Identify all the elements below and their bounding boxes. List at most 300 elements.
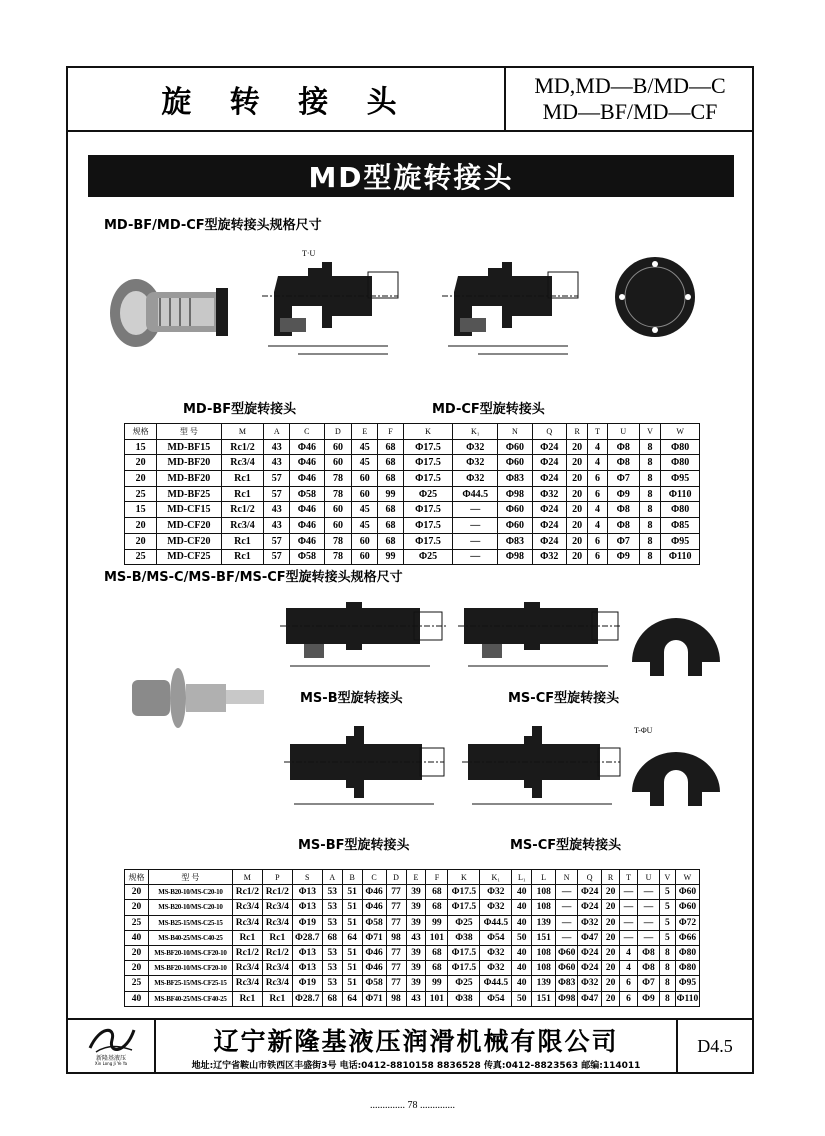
table-cell: 20 bbox=[566, 455, 587, 471]
company-logo bbox=[68, 1020, 156, 1072]
table-cell: 43 bbox=[406, 930, 426, 945]
table-row bbox=[125, 439, 700, 455]
table-row bbox=[125, 486, 700, 502]
table-cell: 8 bbox=[639, 502, 660, 518]
table-cell: 68 bbox=[426, 885, 448, 900]
table-header-cell: U bbox=[637, 870, 659, 885]
table-cell: Rc1 bbox=[262, 991, 292, 1006]
table-cell: Φ9 bbox=[607, 486, 639, 502]
table-cell: 4 bbox=[588, 455, 607, 471]
table-header-cell: 规格 bbox=[125, 424, 157, 440]
table-cell: 53 bbox=[322, 976, 342, 991]
table-cell: 8 bbox=[659, 991, 675, 1006]
table-cell: Φ9 bbox=[607, 549, 639, 565]
table-row bbox=[125, 900, 700, 915]
table-cell: — bbox=[620, 915, 638, 930]
table-cell: 51 bbox=[342, 961, 362, 976]
md-spec-table bbox=[124, 423, 700, 565]
table-cell: 6 bbox=[588, 549, 607, 565]
ms-photo-illustration bbox=[128, 662, 268, 728]
table-cell: MS-B20-10/MS-C20-10 bbox=[148, 885, 232, 900]
table-cell: — bbox=[637, 900, 659, 915]
catalog-code: D4.5 bbox=[697, 1035, 733, 1056]
table-header-cell: P bbox=[262, 870, 292, 885]
table-cell: 68 bbox=[378, 439, 404, 455]
table-cell: 68 bbox=[426, 961, 448, 976]
table-cell: 5 bbox=[659, 885, 675, 900]
table-cell: 99 bbox=[426, 915, 448, 930]
table-cell: 20 bbox=[566, 471, 587, 487]
table-cell: Φ32 bbox=[453, 455, 498, 471]
table-cell: Φ71 bbox=[362, 930, 386, 945]
table-cell: 20 bbox=[125, 471, 157, 487]
table-cell: Φ47 bbox=[578, 991, 602, 1006]
ms-b-drawing bbox=[280, 594, 448, 676]
table-header-cell: L₁ bbox=[512, 870, 532, 885]
table-header-cell: Q bbox=[532, 424, 566, 440]
table-cell: Rc3/4 bbox=[232, 961, 262, 976]
table-cell: Φ60 bbox=[556, 945, 578, 960]
table-cell: Φ8 bbox=[607, 502, 639, 518]
table-cell: Φ13 bbox=[292, 945, 322, 960]
table-cell: Φ8 bbox=[637, 945, 659, 960]
table-cell: Φ38 bbox=[448, 991, 480, 1006]
table-cell: 8 bbox=[639, 486, 660, 502]
section1-title: MD-BF/MD-CF型旋转接头规格尺寸 bbox=[104, 218, 322, 233]
caption-ms-b: MS-B型旋转接头 bbox=[300, 691, 403, 706]
table-cell: Φ17.5 bbox=[403, 502, 452, 518]
table-cell: 39 bbox=[406, 900, 426, 915]
table-cell: 40 bbox=[512, 915, 532, 930]
table-row bbox=[125, 945, 700, 960]
table-cell: Φ46 bbox=[290, 502, 324, 518]
md-bf-drawing bbox=[258, 246, 404, 362]
logo-swirl-icon bbox=[86, 1024, 138, 1054]
table-cell: Φ47 bbox=[578, 930, 602, 945]
table-cell: Φ38 bbox=[448, 930, 480, 945]
table-header-cell: F bbox=[426, 870, 448, 885]
table-cell: 53 bbox=[322, 900, 342, 915]
table-cell: 68 bbox=[378, 533, 404, 549]
table-cell: Φ25 bbox=[403, 549, 452, 565]
table-cell: 99 bbox=[378, 486, 404, 502]
table-cell: 39 bbox=[406, 945, 426, 960]
table-header-cell: E bbox=[406, 870, 426, 885]
table-header-cell: W bbox=[675, 870, 699, 885]
table-cell: 78 bbox=[324, 471, 352, 487]
table-cell: Φ13 bbox=[292, 961, 322, 976]
table-cell: Rc1/2 bbox=[262, 885, 292, 900]
table-cell: 99 bbox=[378, 549, 404, 565]
table-cell: 53 bbox=[322, 915, 342, 930]
table-cell: Φ32 bbox=[480, 945, 512, 960]
table-cell: 39 bbox=[406, 915, 426, 930]
table-cell: 51 bbox=[342, 945, 362, 960]
table-cell: 78 bbox=[324, 533, 352, 549]
table-cell: Φ58 bbox=[362, 915, 386, 930]
table-header-cell: T bbox=[588, 424, 607, 440]
table-cell: 20 bbox=[566, 486, 587, 502]
table-cell: 78 bbox=[324, 549, 352, 565]
table-cell: MD-BF25 bbox=[157, 486, 221, 502]
ms-cf-top-drawing bbox=[458, 594, 622, 676]
table-cell: 25 bbox=[125, 549, 157, 565]
table-header-cell: M bbox=[232, 870, 262, 885]
table-cell: 20 bbox=[602, 885, 620, 900]
table-cell: Rc3/4 bbox=[262, 900, 292, 915]
table-cell: Φ98 bbox=[498, 549, 532, 565]
table-cell: Φ8 bbox=[607, 455, 639, 471]
table-cell: Rc1 bbox=[232, 930, 262, 945]
table-cell: Φ17.5 bbox=[403, 455, 452, 471]
table-row bbox=[125, 976, 700, 991]
table-cell: 15 bbox=[125, 439, 157, 455]
md-spec-table-body bbox=[125, 439, 700, 565]
table-cell: 53 bbox=[322, 885, 342, 900]
table-cell: Φ95 bbox=[661, 471, 700, 487]
table-cell: Rc3/4 bbox=[221, 455, 264, 471]
table-header-cell: D bbox=[324, 424, 352, 440]
table-header-cell: L bbox=[532, 870, 556, 885]
table-header-cell: F bbox=[378, 424, 404, 440]
header-models-line2: MD—BF/MD—CF bbox=[542, 99, 718, 124]
table-cell: — bbox=[637, 885, 659, 900]
table-cell: Φ58 bbox=[362, 976, 386, 991]
table-cell: 6 bbox=[588, 486, 607, 502]
table-cell: Φ110 bbox=[661, 549, 700, 565]
table-cell: 40 bbox=[125, 991, 149, 1006]
table-cell: 25 bbox=[125, 486, 157, 502]
table-cell: 8 bbox=[639, 455, 660, 471]
table-cell: 4 bbox=[620, 945, 638, 960]
table-cell: — bbox=[453, 533, 498, 549]
table-cell: Φ60 bbox=[675, 885, 699, 900]
table-cell: Rc3/4 bbox=[262, 961, 292, 976]
table-header-cell: B bbox=[342, 870, 362, 885]
table-cell: Φ110 bbox=[675, 991, 699, 1006]
table-cell: 68 bbox=[426, 900, 448, 915]
table-cell: Φ60 bbox=[498, 439, 532, 455]
table-cell: 20 bbox=[125, 945, 149, 960]
table-cell: Φ44.5 bbox=[480, 915, 512, 930]
table-cell: 20 bbox=[566, 502, 587, 518]
table-cell: 64 bbox=[342, 930, 362, 945]
table-header-cell: W bbox=[661, 424, 700, 440]
table-cell: 20 bbox=[602, 945, 620, 960]
table-row bbox=[125, 961, 700, 976]
table-cell: Φ46 bbox=[362, 900, 386, 915]
table-cell: Φ17.5 bbox=[448, 900, 480, 915]
table-cell: 101 bbox=[426, 991, 448, 1006]
table-row bbox=[125, 471, 700, 487]
table-cell: Φ32 bbox=[453, 471, 498, 487]
table-cell: 60 bbox=[324, 502, 352, 518]
table-header-cell: R bbox=[566, 424, 587, 440]
ms-spec-table bbox=[124, 869, 700, 1007]
table-cell: Φ80 bbox=[675, 961, 699, 976]
table-cell: 4 bbox=[620, 961, 638, 976]
table-row bbox=[125, 930, 700, 945]
table-cell: 40 bbox=[512, 945, 532, 960]
table-row bbox=[125, 549, 700, 565]
footer-divider bbox=[68, 1018, 752, 1020]
table-cell: 20 bbox=[602, 961, 620, 976]
table-cell: 43 bbox=[264, 439, 290, 455]
table-cell: Φ7 bbox=[607, 533, 639, 549]
table-cell: 20 bbox=[125, 533, 157, 549]
table-cell: Φ25 bbox=[403, 486, 452, 502]
table-cell: Φ72 bbox=[675, 915, 699, 930]
table-cell: Φ46 bbox=[290, 518, 324, 534]
table-cell: Φ32 bbox=[480, 900, 512, 915]
table-header-cell: M bbox=[221, 424, 264, 440]
table-cell: 60 bbox=[352, 549, 378, 565]
table-cell: Φ32 bbox=[578, 915, 602, 930]
table-cell: Φ24 bbox=[532, 455, 566, 471]
company-name: 辽宁新隆基液压润滑机械有限公司 bbox=[213, 1027, 619, 1056]
table-row bbox=[125, 455, 700, 471]
table-cell: 101 bbox=[426, 930, 448, 945]
table-cell: 151 bbox=[532, 930, 556, 945]
table-cell: 20 bbox=[602, 991, 620, 1006]
caption-ms-cf-top: MS-CF型旋转接头 bbox=[508, 691, 620, 706]
table-cell: Φ60 bbox=[498, 455, 532, 471]
table-cell: Φ24 bbox=[532, 502, 566, 518]
table-cell: Φ8 bbox=[637, 961, 659, 976]
table-cell: Φ80 bbox=[661, 439, 700, 455]
table-cell: MD-CF15 bbox=[157, 502, 221, 518]
table-cell: 60 bbox=[352, 533, 378, 549]
table-cell: 78 bbox=[324, 486, 352, 502]
table-cell: 43 bbox=[406, 991, 426, 1006]
table-cell: Φ32 bbox=[578, 976, 602, 991]
table-header-cell: V bbox=[639, 424, 660, 440]
table-cell: 20 bbox=[566, 439, 587, 455]
header-models-box bbox=[508, 68, 752, 130]
table-cell: 108 bbox=[532, 945, 556, 960]
table-cell: 20 bbox=[566, 533, 587, 549]
table-cell: Φ32 bbox=[480, 885, 512, 900]
table-cell: 57 bbox=[264, 549, 290, 565]
table-cell: Φ80 bbox=[661, 502, 700, 518]
table-cell: Φ24 bbox=[532, 533, 566, 549]
table-row bbox=[125, 915, 700, 930]
table-cell: Φ83 bbox=[556, 976, 578, 991]
table-cell: 40 bbox=[512, 976, 532, 991]
table-row bbox=[125, 885, 700, 900]
table-header-cell: V bbox=[659, 870, 675, 885]
table-cell: Φ17.5 bbox=[448, 961, 480, 976]
table-cell: — bbox=[620, 885, 638, 900]
table-cell: Φ19 bbox=[292, 915, 322, 930]
table-cell: 5 bbox=[659, 915, 675, 930]
table-cell: Φ60 bbox=[556, 961, 578, 976]
table-cell: MS-BF20-10/MS-CF20-10 bbox=[148, 945, 232, 960]
table-cell: MD-BF20 bbox=[157, 455, 221, 471]
table-cell: — bbox=[620, 930, 638, 945]
table-cell: 5 bbox=[659, 900, 675, 915]
table-header-cell: A bbox=[322, 870, 342, 885]
table-cell: Φ46 bbox=[362, 945, 386, 960]
table-cell: Φ25 bbox=[448, 915, 480, 930]
page-number-value: 78 bbox=[407, 1100, 418, 1111]
table-cell: Rc1 bbox=[221, 549, 264, 565]
caption-md-bf: MD-BF型旋转接头 bbox=[183, 402, 297, 417]
table-header-cell: E bbox=[352, 424, 378, 440]
table-cell: 8 bbox=[639, 439, 660, 455]
table-cell: 8 bbox=[659, 945, 675, 960]
table-header-cell: D bbox=[386, 870, 406, 885]
table-header-cell: A bbox=[264, 424, 290, 440]
table-cell: 6 bbox=[620, 976, 638, 991]
table-cell: 139 bbox=[532, 976, 556, 991]
table-header-cell: K bbox=[448, 870, 480, 885]
table-cell: Φ60 bbox=[498, 502, 532, 518]
table-cell: MD-CF20 bbox=[157, 533, 221, 549]
table-cell: Φ98 bbox=[556, 991, 578, 1006]
table-row bbox=[125, 502, 700, 518]
table-cell: 51 bbox=[342, 900, 362, 915]
table-cell: 20 bbox=[125, 961, 149, 976]
table-cell: MS-BF20-10/MS-CF20-10 bbox=[148, 961, 232, 976]
table-cell: 50 bbox=[512, 991, 532, 1006]
caption-ms-cf-bottom: MS-CF型旋转接头 bbox=[510, 838, 622, 853]
table-cell: 8 bbox=[659, 961, 675, 976]
table-cell: Φ24 bbox=[578, 945, 602, 960]
table-cell: Φ110 bbox=[661, 486, 700, 502]
table-cell: 20 bbox=[125, 518, 157, 534]
table-cell: 68 bbox=[378, 471, 404, 487]
table-cell: 45 bbox=[352, 455, 378, 471]
table-cell: MD-BF20 bbox=[157, 471, 221, 487]
table-cell: — bbox=[620, 900, 638, 915]
table-row bbox=[125, 518, 700, 534]
table-cell: Φ24 bbox=[532, 439, 566, 455]
table-header-cell: 规格 bbox=[125, 870, 149, 885]
table-cell: 39 bbox=[406, 961, 426, 976]
table-cell: 99 bbox=[426, 976, 448, 991]
table-cell: — bbox=[556, 885, 578, 900]
table-cell: 6 bbox=[588, 533, 607, 549]
table-cell: Φ54 bbox=[480, 991, 512, 1006]
table-cell: 68 bbox=[322, 991, 342, 1006]
table-cell: — bbox=[453, 518, 498, 534]
table-cell: 68 bbox=[378, 455, 404, 471]
table-header-cell: U bbox=[607, 424, 639, 440]
ms-end-view-bottom bbox=[626, 734, 726, 814]
table-cell: Φ24 bbox=[532, 518, 566, 534]
table-cell: Φ54 bbox=[480, 930, 512, 945]
table-cell: Φ44.5 bbox=[480, 976, 512, 991]
caption-ms-bf: MS-BF型旋转接头 bbox=[298, 838, 410, 853]
table-cell: Φ32 bbox=[532, 486, 566, 502]
table-cell: MD-BF15 bbox=[157, 439, 221, 455]
table-cell: 39 bbox=[406, 976, 426, 991]
table-cell: Φ60 bbox=[498, 518, 532, 534]
table-cell: 43 bbox=[264, 518, 290, 534]
table-cell: Φ24 bbox=[578, 885, 602, 900]
table-header-cell: R bbox=[602, 870, 620, 885]
table-cell: 20 bbox=[125, 455, 157, 471]
table-cell: MD-CF20 bbox=[157, 518, 221, 534]
table-header-cell: K₁ bbox=[480, 870, 512, 885]
ms-spec-table-body bbox=[125, 885, 700, 1007]
banner-title: MD型旋转接头 bbox=[88, 155, 734, 197]
table-cell: 64 bbox=[342, 991, 362, 1006]
header-title-box bbox=[68, 68, 506, 130]
table-header-cell: 型 号 bbox=[148, 870, 232, 885]
table-cell: 25 bbox=[125, 976, 149, 991]
table-cell: 60 bbox=[352, 486, 378, 502]
table-header-cell: C bbox=[362, 870, 386, 885]
table-cell: Φ9 bbox=[637, 991, 659, 1006]
table-header-cell: S bbox=[292, 870, 322, 885]
table-cell: 39 bbox=[406, 885, 426, 900]
table-cell: Rc1 bbox=[221, 533, 264, 549]
table-header-cell: N bbox=[498, 424, 532, 440]
table-cell: 51 bbox=[342, 976, 362, 991]
table-cell: Φ7 bbox=[637, 976, 659, 991]
table-cell: MS-B25-15/MS-C25-15 bbox=[148, 915, 232, 930]
table-cell: Rc1 bbox=[262, 930, 292, 945]
table-cell: 20 bbox=[566, 518, 587, 534]
table-cell: 77 bbox=[386, 885, 406, 900]
table-cell: 151 bbox=[532, 991, 556, 1006]
caption-md-cf: MD-CF型旋转接头 bbox=[432, 402, 545, 417]
logo-subtitle: Xin Long Ji Ye Ya bbox=[94, 1061, 128, 1066]
table-cell: 40 bbox=[512, 900, 532, 915]
table-cell: Φ85 bbox=[661, 518, 700, 534]
table-cell: 40 bbox=[512, 961, 532, 976]
table-cell: Φ24 bbox=[578, 900, 602, 915]
table-cell: 8 bbox=[639, 533, 660, 549]
table-cell: Φ46 bbox=[290, 471, 324, 487]
table-cell: 60 bbox=[324, 439, 352, 455]
table-cell: 68 bbox=[322, 930, 342, 945]
table-cell: 98 bbox=[386, 930, 406, 945]
table-cell: Φ17.5 bbox=[448, 945, 480, 960]
table-cell: Φ17.5 bbox=[403, 439, 452, 455]
table-cell: 60 bbox=[324, 518, 352, 534]
table-cell: Rc3/4 bbox=[232, 915, 262, 930]
table-cell: 4 bbox=[588, 502, 607, 518]
table-cell: 53 bbox=[322, 961, 342, 976]
table-cell: Φ66 bbox=[675, 930, 699, 945]
table-header-cell: K bbox=[403, 424, 452, 440]
table-cell: 51 bbox=[342, 915, 362, 930]
ms-end-view-top bbox=[626, 600, 726, 684]
table-cell: 25 bbox=[125, 915, 149, 930]
table-cell: 45 bbox=[352, 502, 378, 518]
table-header-cell: N bbox=[556, 870, 578, 885]
header-models-line1: MD,MD—B/MD—C bbox=[534, 73, 726, 98]
table-cell: Rc1 bbox=[221, 486, 264, 502]
table-cell: Φ95 bbox=[661, 533, 700, 549]
table-cell: 45 bbox=[352, 439, 378, 455]
section2-title: MS-B/MS-C/MS-BF/MS-CF型旋转接头规格尺寸 bbox=[104, 570, 403, 585]
table-cell: 20 bbox=[602, 900, 620, 915]
table-cell: Φ17.5 bbox=[403, 471, 452, 487]
table-cell: MS-BF40-25/MS-CF40-25 bbox=[148, 991, 232, 1006]
table-row bbox=[125, 991, 700, 1006]
table-header-cell: 型 号 bbox=[157, 424, 221, 440]
table-cell: Φ13 bbox=[292, 900, 322, 915]
table-cell: Rc1 bbox=[232, 991, 262, 1006]
table-cell: 108 bbox=[532, 961, 556, 976]
table-header-cell: Q bbox=[578, 870, 602, 885]
table-header-cell: K₁ bbox=[453, 424, 498, 440]
table-cell: Rc1 bbox=[221, 471, 264, 487]
